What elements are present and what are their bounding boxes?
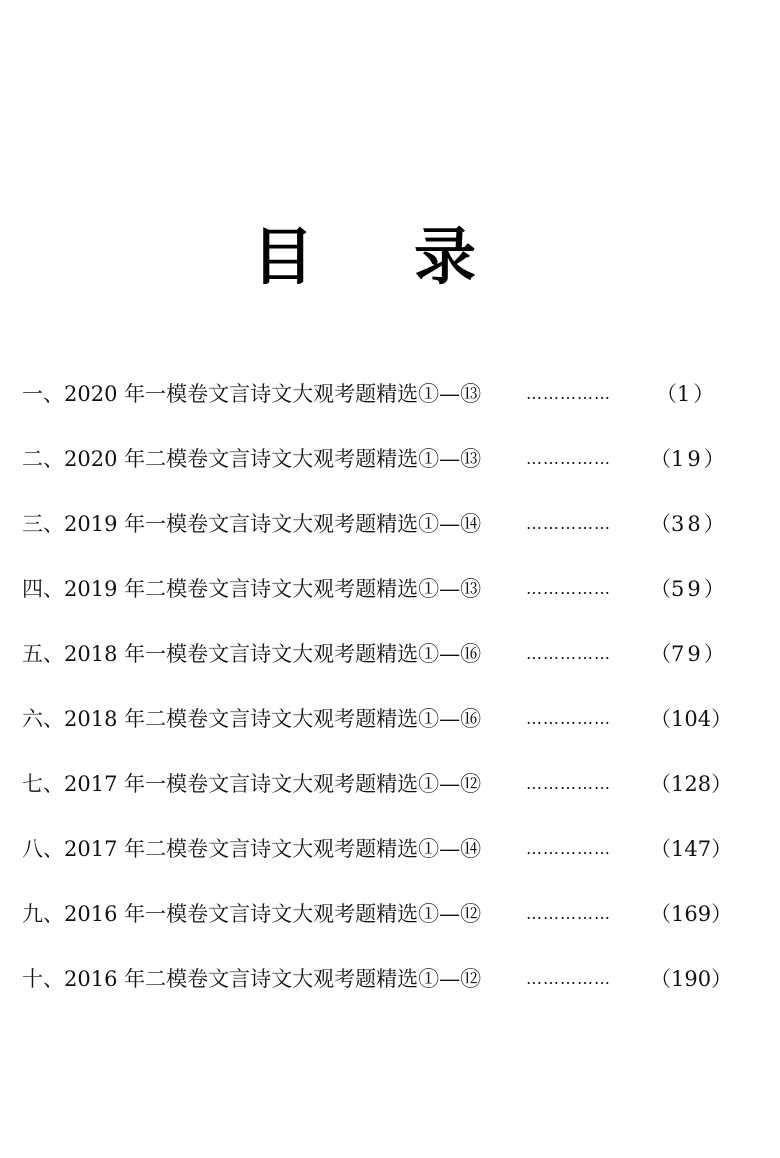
toc-page-number: （104） (650, 707, 733, 731)
toc-entry-label: 四、2019 年二模卷文言诗文大观考题精选①—⑬ (22, 577, 482, 601)
toc-leader-dots: …………… (526, 514, 611, 533)
toc-leader-dots: …………… (526, 839, 611, 858)
toc-leader-dots: …………… (526, 384, 611, 403)
toc-page-number: （147） (650, 837, 733, 861)
toc-entry-label: 一、2020 年一模卷文言诗文大观考题精选①—⑬ (22, 382, 482, 406)
toc-page-number: （59） (650, 577, 725, 601)
toc-entry-label: 三、2019 年一模卷文言诗文大观考题精选①—⑭ (22, 512, 482, 536)
toc-page-number: （79） (650, 642, 725, 666)
toc-entry-5[interactable] (0, 634, 780, 674)
toc-entry-label: 十、2016 年二模卷文言诗文大观考题精选①—⑫ (22, 967, 482, 991)
toc-leader-dots: …………… (526, 644, 611, 663)
toc-entry-label: 七、2017 年一模卷文言诗文大观考题精选①—⑫ (22, 772, 482, 796)
toc-entry-7[interactable] (0, 764, 780, 804)
toc-entry-10[interactable] (0, 959, 780, 999)
toc-entry-1[interactable] (0, 374, 780, 414)
toc-entry-label: 五、2018 年一模卷文言诗文大观考题精选①—⑯ (22, 642, 482, 666)
toc-entry-3[interactable] (0, 504, 780, 544)
toc-leader-dots: …………… (526, 449, 611, 468)
toc-page-number: （38） (650, 512, 725, 536)
toc-page-number: （169） (650, 902, 733, 926)
toc-entry-2[interactable] (0, 439, 780, 479)
toc-entry-9[interactable] (0, 894, 780, 934)
toc-entry-8[interactable] (0, 829, 780, 869)
toc-entry-6[interactable] (0, 699, 780, 739)
toc-leader-dots: …………… (526, 904, 611, 923)
toc-page-number: （128） (650, 772, 733, 796)
toc-entry-label: 九、2016 年一模卷文言诗文大观考题精选①—⑫ (22, 902, 482, 926)
toc-entry-label: 六、2018 年二模卷文言诗文大观考题精选①—⑯ (22, 707, 482, 731)
toc-leader-dots: …………… (526, 579, 611, 598)
toc-entry-label: 八、2017 年二模卷文言诗文大观考题精选①—⑭ (22, 837, 482, 861)
toc-page-number: （190） (650, 967, 733, 991)
toc-leader-dots: …………… (526, 969, 611, 988)
toc-page-number: （1） (655, 382, 715, 406)
page-title-char-2: 录 (414, 220, 477, 293)
page-title (0, 222, 780, 302)
toc-entry-4[interactable] (0, 569, 780, 609)
toc-page-number: （19） (650, 447, 725, 471)
toc-leader-dots: …………… (526, 709, 611, 728)
toc-entry-label: 二、2020 年二模卷文言诗文大观考题精选①—⑬ (22, 447, 482, 471)
page-title-char-1: 目 (252, 220, 315, 293)
toc-leader-dots: …………… (526, 774, 611, 793)
